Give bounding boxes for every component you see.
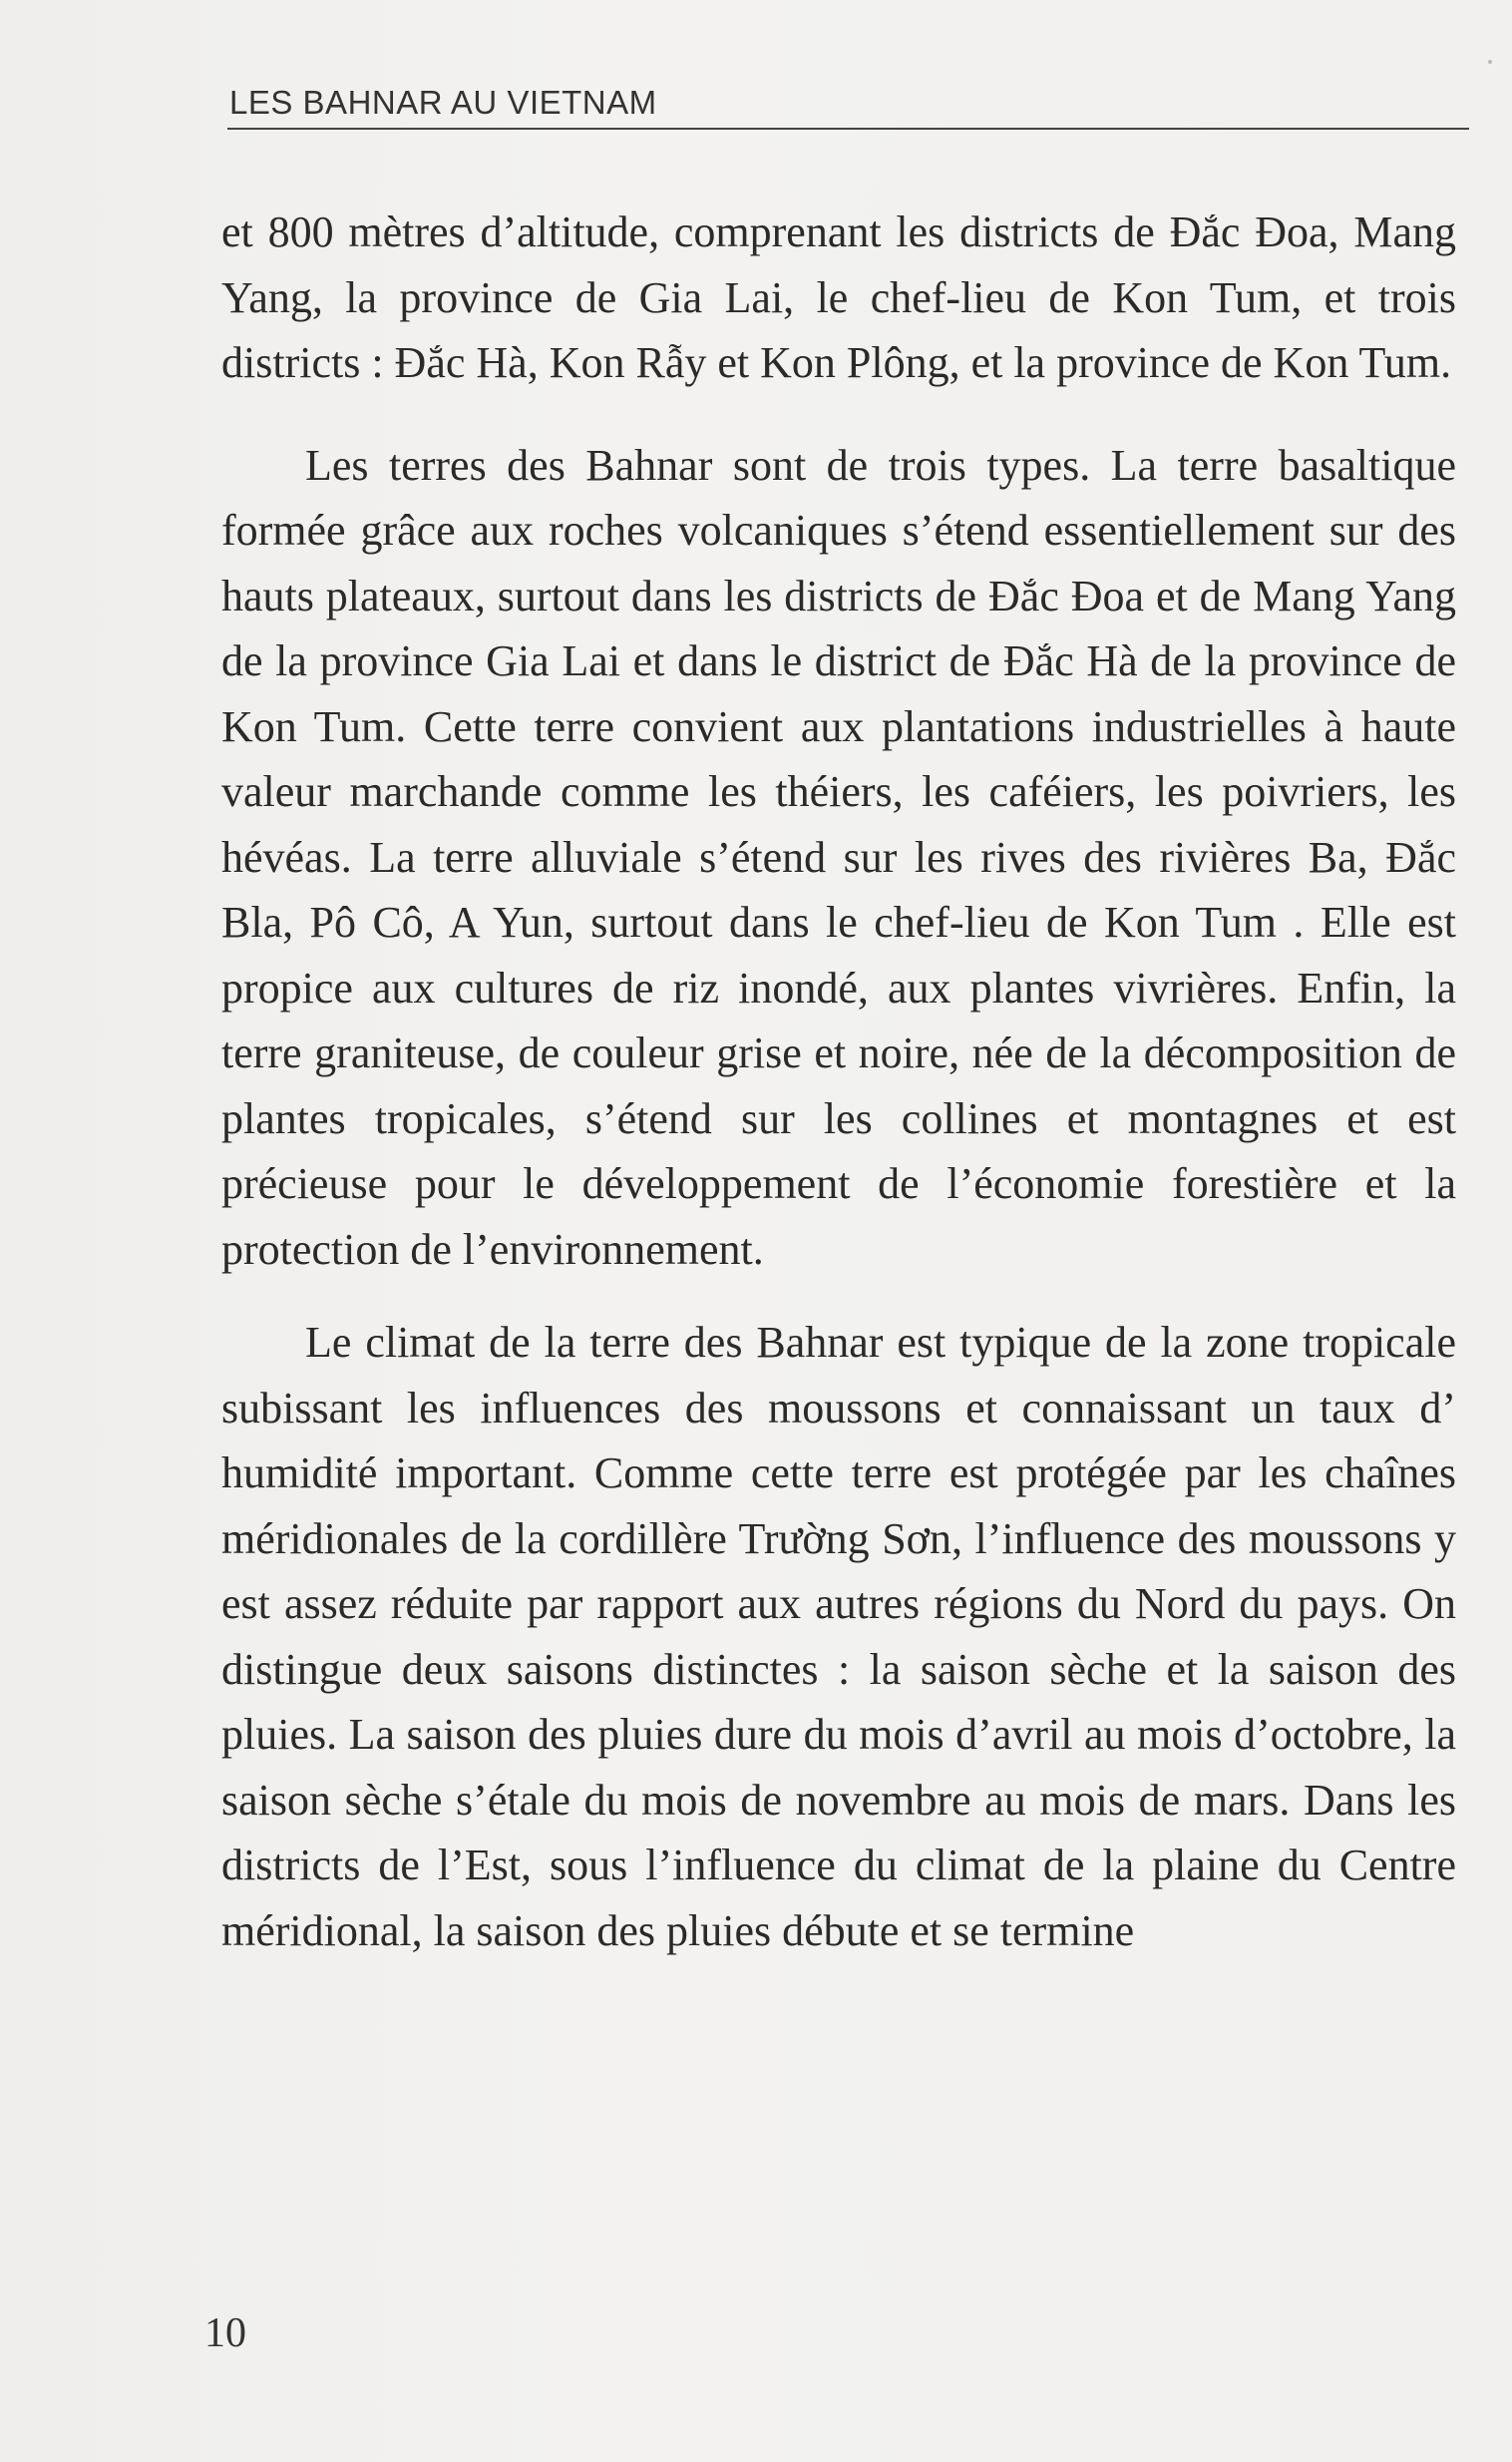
body-text: [221, 200, 1456, 1963]
header-rule: [227, 128, 1469, 130]
page-number: 10: [204, 2310, 246, 2356]
paragraph-continuation: et 800 mètres d’altitude, comprenant les districts de Đắc Đoa, Mang Yang, la province de Gia Lai, le chef-lieu de Kon Tum, et trois districts : Đắc Hà, Kon Rẫy et Kon Plông, et la province de Kon Tum.: [221, 207, 1456, 387]
paper-speck: [1488, 60, 1492, 64]
running-head: LES BAHNAR AU VIETNAM: [229, 84, 657, 121]
paragraph-soil-types: Les terres des Bahnar sont de trois types. La terre basaltique formée grâce aux roches volcaniques s’étend essentiellement sur des hauts plateaux, surtout dans les districts de Đắc Đoa et de Mang Yang de la province Gia Lai et dans le district de Đắc Hà de la province de Kon Tum. Cette terre convient aux plantations industrielles à haute valeur marchande comme les théiers, les caféiers, les poivriers, les hévéas. La terre alluviale s’étend sur les rives des rivières Ba, Đắc Bla, Pô Cô, A Yun, surtout dans le chef-lieu de Kon Tum . Elle est propice aux cultures de riz inondé, aux plantes vivrières. Enfin, la terre graniteuse, de couleur grise et noire, née de la décomposition de plantes tropicales, s’étend sur les collines et montagnes et est précieuse pour le développement de l’économie forestière et la protection de l’environnement.: [221, 440, 1456, 1274]
paragraph-climate: Le climat de la terre des Bahnar est typique de la zone tropicale subissant les influences des moussons et connaissant un taux d’ humidité important. Comme cette terre est protégée par les chaînes méridionales de la cordillère Trường Sơn, l’influence des moussons y est assez réduite par rapport aux autres régions du Nord du pays. On distingue deux saisons distinctes : la saison sèche et la saison des pluies. La saison des pluies dure du mois d’avril au mois d’octobre, la saison sèche s’étale du mois de novembre au mois de mars. Dans les districts de l’Est, sous l’influence du climat de la plaine du Centre méridional, la saison des pluies débute et se termine: [221, 1318, 1456, 1955]
